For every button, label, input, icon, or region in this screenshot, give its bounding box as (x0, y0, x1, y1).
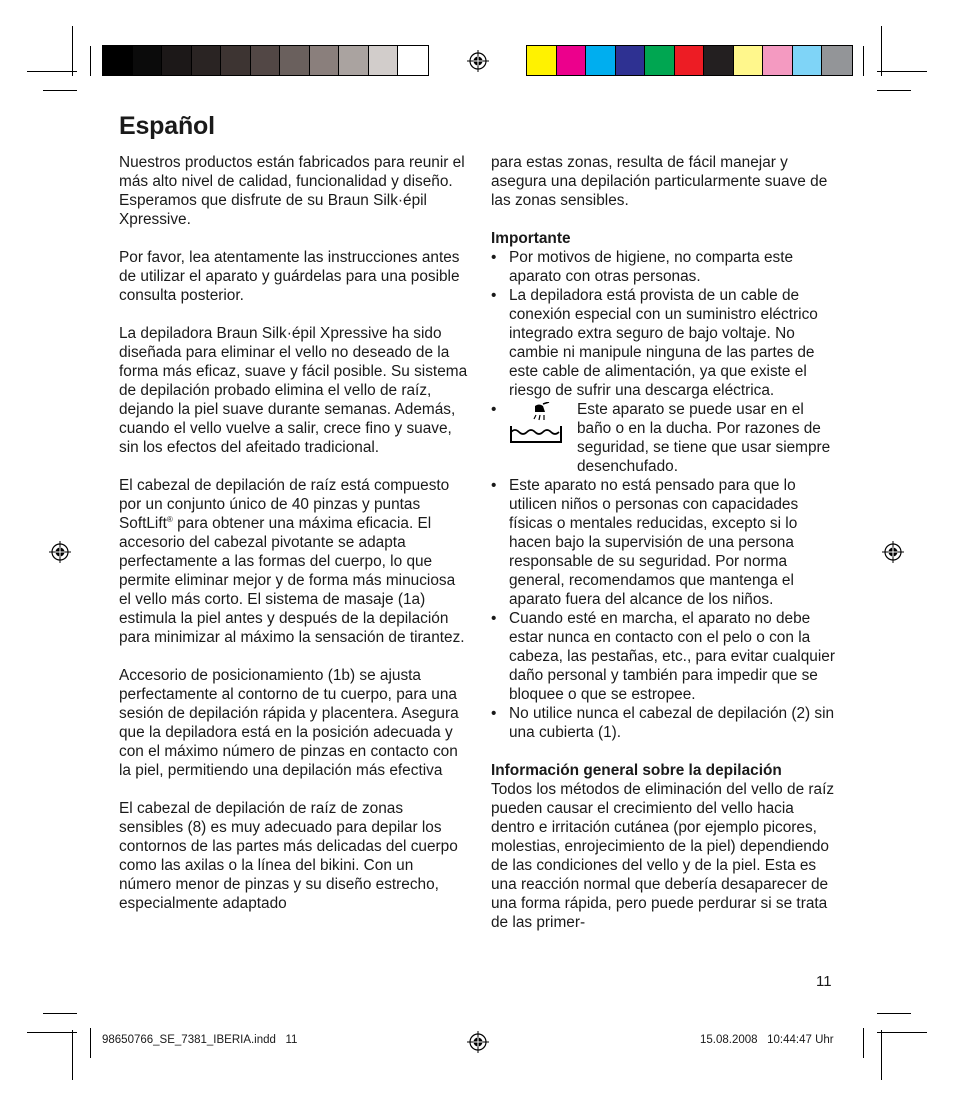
color-swatch (527, 46, 557, 75)
color-swatch (557, 46, 587, 75)
color-swatch (586, 46, 616, 75)
bullet: • (491, 610, 497, 627)
color-swatch (704, 46, 734, 75)
paragraph: para estas zonas, resulta de fácil manejar y asegura una depilación particularmente suave de las zonas sensibles. (491, 154, 828, 209)
bullet: • (491, 249, 497, 266)
section-heading-important: Importante (491, 230, 571, 247)
slug-timestamp: 15.08.2008 10:44:47 Uhr (700, 1034, 834, 1046)
crop-mark (90, 1028, 91, 1058)
color-swatch (162, 46, 192, 75)
softlift-text-after: para obtener una máxima eficacia. El accesorio del cabezal pivotante se adapta perfectamente a las formas del cuerpo, lo que permite eliminar mejor y de forma más minuciosa el vello más corto. El sistema de masaje (1a) estimula la piel antes y después de la depilación para minimizar al máximo la sensación de tirantez. (119, 515, 465, 646)
color-swatch (221, 46, 251, 75)
bullet: • (491, 401, 497, 418)
crop-mark (881, 1030, 882, 1080)
crop-mark (27, 1032, 77, 1033)
color-swatch (103, 46, 133, 75)
list-item-text: La depiladora está provista de un cable de conexión especial con un suministro eléctrico integrado extra seguro de bajo voltaje. No cambie ni manipule ninguna de las partes de este cable de alimentación, ya que existe el riesgo de sufrir una descarga eléctrica. (509, 287, 818, 399)
registration-mark-icon (467, 1031, 489, 1053)
left-column (119, 153, 469, 913)
paragraph: La depiladora Braun Silk·épil Xpressive ha sido diseñada para eliminar el vello no deseado de la forma más eficaz, suave y fácil posible. Su sistema de depilación probado elimina el vello de raíz, dejando la piel suave durante semanas. Además, cuando el vello vuelve a salir, crece fino y suave, sin los efectos del afeitado tradicional. (119, 325, 468, 456)
crop-mark (877, 71, 927, 72)
section-heading-general: Información general sobre la depilación (491, 762, 782, 779)
crop-mark (863, 46, 864, 76)
color-swatch-bar (526, 45, 853, 76)
right-column (491, 153, 836, 932)
list-item (491, 248, 836, 286)
crop-mark (881, 26, 882, 76)
crop-mark (90, 46, 91, 76)
list-item-text: Cuando esté en marcha, el aparato no debe estar nunca en contacto con el pelo o con la cabeza, las pestañas, etc., para evitar cualquier daño personal y también para impedir que se bloquee o que se estropee. (509, 610, 835, 703)
color-swatch (734, 46, 764, 75)
registered-mark: ® (166, 514, 173, 524)
important-list (491, 248, 836, 742)
paragraph: Por favor, lea atentamente las instrucciones antes de utilizar el aparato y guárdelas para una posible consulta posterior. (119, 249, 460, 304)
color-swatch (822, 46, 852, 75)
page-title: Español (119, 112, 215, 140)
list-item (491, 286, 836, 400)
color-swatch (280, 46, 310, 75)
crop-mark (43, 90, 77, 91)
color-swatch (192, 46, 222, 75)
list-item (491, 704, 836, 742)
paragraph: Accesorio de posicionamiento (1b) se ajusta perfectamente al contorno de tu cuerpo, para una sesión de depilación rápida y placentera. Asegura que la depiladora está en la posición adecuada y con el máximo número de pinzas en contacto con la piel, permitiendo una depilación más efectiva (119, 667, 459, 779)
bullet: • (491, 287, 497, 304)
color-swatch (675, 46, 705, 75)
page-number: 11 (816, 973, 832, 990)
crop-mark (72, 26, 73, 76)
registration-mark-icon (49, 541, 71, 563)
bath-shower-icon (509, 402, 563, 446)
crop-mark (877, 90, 911, 91)
list-item-text: Este aparato se puede usar en el baño o en la ducha. Por razones de seguridad, se tiene que usar siempre desenchufado. (577, 401, 831, 475)
color-swatch (398, 46, 428, 75)
paragraph: Todos los métodos de eliminación del vello de raíz pueden causar el crecimiento del vello hacia dentro e irritación cutánea (por ejemplo picores, molestias, enrojecimiento de la piel) dependiendo de las condiciones del vello y de la piel. Esta es una reacción normal que debería desaparecer de una forma rápida, pero puede perdurar si se trata de las primer- (491, 781, 835, 931)
list-item (491, 476, 836, 609)
color-swatch (645, 46, 675, 75)
paragraph: Nuestros productos están fabricados para reunir el más alto nivel de calidad, funcionalidad y diseño. Esperamos que disfrute de su Braun Silk·épil Xpressive. (119, 154, 465, 228)
list-item (491, 400, 836, 476)
color-swatch (133, 46, 163, 75)
grey-swatch-bar (102, 45, 429, 76)
list-item-text: No utilice nunca el cabezal de depilación (2) sin una cubierta (1). (509, 705, 835, 741)
crop-mark (877, 1013, 911, 1014)
registration-mark-icon (467, 50, 489, 72)
bullet: • (491, 705, 497, 722)
softlift-text-before: El cabezal de depilación de raíz está compuesto por un conjunto único de 40 pinzas y puntas SoftLift (119, 477, 450, 532)
crop-mark (72, 1030, 73, 1080)
color-swatch (339, 46, 369, 75)
color-swatch (616, 46, 646, 75)
color-swatch (369, 46, 399, 75)
crop-mark (863, 1028, 864, 1058)
bullet: • (491, 477, 497, 494)
list-item-text: Por motivos de higiene, no comparta este aparato con otras personas. (509, 249, 794, 285)
paragraph: El cabezal de depilación de raíz de zonas sensibles (8) es muy adecuado para depilar los contornos de las partes más delicadas del cuerpo como las axilas o la línea del bikini. Con un número menor de pinzas y su diseño estrecho, especialmente adaptado (119, 800, 458, 912)
color-swatch (763, 46, 793, 75)
color-swatch (793, 46, 823, 75)
slug-filename: 98650766_SE_7381_IBERIA.indd 11 (102, 1034, 298, 1046)
color-swatch (251, 46, 281, 75)
registration-mark-icon (882, 541, 904, 563)
paragraph (119, 476, 469, 647)
crop-mark (877, 1032, 927, 1033)
crop-mark (43, 1013, 77, 1014)
list-item-text: Este aparato no está pensado para que lo utilicen niños o personas con capacidades físicas o mentales reducidas, excepto si lo hacen bajo la supervisión de una persona responsable de su seguridad. Por norma general, recomendamos que mantenga el aparato fuera del alcance de los niños. (509, 477, 799, 608)
color-swatch (310, 46, 340, 75)
crop-mark (27, 71, 77, 72)
list-item (491, 609, 836, 704)
